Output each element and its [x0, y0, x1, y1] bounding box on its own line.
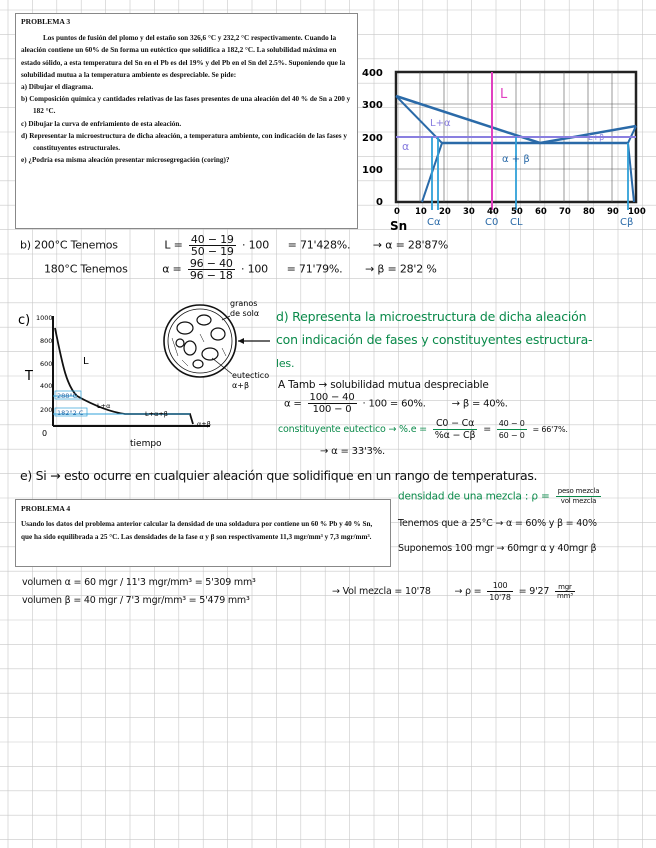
part-b-label: b) 200°C Tenemos	[20, 238, 118, 252]
fraction	[433, 418, 478, 441]
problem-3-item: c) Dibujar la curva de enfriamiento de esta aleación.	[21, 119, 182, 128]
arrow: →	[365, 262, 375, 276]
part-b-row-1	[20, 234, 448, 257]
label-cl: CL	[510, 217, 523, 228]
x-tick: 30	[463, 207, 475, 217]
multiplier: · 100	[240, 262, 268, 276]
numerator: 100	[487, 580, 513, 592]
phase-diagram	[360, 60, 656, 235]
axis-t-label: T	[25, 369, 33, 384]
fraction	[497, 418, 527, 441]
region-l-beta: L+β	[588, 133, 605, 142]
region-liquid: L	[500, 87, 508, 102]
c-y-tick: 800	[40, 337, 53, 345]
numerator: peso mezcla	[557, 487, 600, 495]
region-alpha-beta: α + β	[502, 154, 530, 165]
x-tick: 0	[394, 207, 400, 217]
problem-3-item: e) ¿Podría esa misma aleación presentar microsegregación (coring)?	[21, 156, 230, 165]
part-d-eutectic-row	[278, 418, 568, 441]
arrow: →	[372, 238, 382, 252]
x-tick: 60	[535, 207, 547, 217]
mark-t2: 182°2 C	[57, 409, 84, 417]
c-y-tick: 1000	[36, 314, 53, 322]
fraction	[487, 580, 513, 603]
volume-beta: volumen β = 40 mgr / 7'3 mgr/mm³ = 5'479 mm³	[22, 595, 250, 606]
denominator: 100 − 0	[312, 404, 352, 415]
numerator: 96 − 40	[189, 257, 233, 270]
c-y-tick: 600	[40, 360, 53, 368]
result: = 71'428%.	[287, 238, 351, 252]
part-b-lhs: α =	[162, 262, 182, 276]
problem-4-statement: Usando los datos del problema anterior calcular la densidad de una soldadura por contiene un 60 % Pb y 40 % Sn, que ha sido equilibrada a 25 °C. Las densidades de la fase α y β son respectivamente 11,3 mgr/mm³ y 7,3 mgr/mm³.	[21, 519, 373, 541]
density-suponemos: Suponemos 100 mgr → 60mgr α y 40mgr β	[398, 543, 597, 554]
denominator: 96 − 18	[189, 269, 233, 282]
fraction	[188, 258, 235, 281]
rho-lhs: → ρ =	[454, 586, 482, 597]
density-lhs: densidad de una mezcla : ρ =	[398, 490, 550, 503]
part-d-alpha-eut: → α = 33'3%.	[320, 446, 386, 457]
part-e: e) Si → esto ocurre en cualquier aleación que solidifique en un rango de temperaturas.	[20, 468, 538, 483]
part-d-heading-3: les.	[276, 357, 295, 370]
region-l-alpha: L+α	[430, 118, 451, 129]
region-alpha: α	[402, 140, 410, 153]
y-tick: 200	[362, 133, 383, 144]
problem-3-statement: Los puntos de fusión del plomo y del estaño son 326,6 °C y 232,2 °C respectivamente. Cuando la aleación contiene un 60% de Sn forma un eutéctico que solidifica a 182,2 °C. La solubilidad máxima en estado sólido, a esta temperatura del Sn en el Pb es del 19% y del Pb en el Sn del 2.5%. Suponiendo que la solubilidad mutua a la temperatura ambiente es despreciable. Se pide:	[21, 34, 346, 79]
micro-label-granos: granos	[230, 299, 258, 308]
volume-mix: → Vol mezcla = 10'78	[332, 586, 431, 597]
phase-l: L	[83, 356, 89, 367]
phase-l-alpha: L+α	[97, 402, 111, 410]
part-c-label: c)	[18, 313, 31, 328]
micro-label-de-sol: de solα	[230, 309, 260, 318]
numerator: 40 − 19	[190, 233, 234, 246]
problem-3-title: PROBLEMA 3	[21, 17, 71, 26]
problem-3-item: d) Representar la microestructura de dicha aleación, a temperatura ambiente, con indicación de las fases y constituyentes estructurales.	[21, 131, 347, 153]
x-tick: 40	[487, 207, 499, 217]
result: = 66'7%.	[532, 425, 568, 434]
problem-3-box	[15, 13, 358, 229]
part-b-lhs: L =	[164, 238, 183, 252]
problem-3-item: b) Composición química y cantidades relativas de las fases presentes de una aleación del 40 % de Sn a 200 y 182 °C.	[21, 95, 351, 116]
x-tick: 70	[559, 207, 571, 217]
micro-label-ab: α+β	[232, 381, 250, 390]
part-d-heading-1: d) Representa la microestructura de dicha aleación	[276, 309, 587, 324]
y-tick: 300	[362, 100, 383, 111]
denominator: mm³	[557, 592, 573, 600]
x-tick: 50	[511, 207, 523, 217]
label-c-beta: Cβ	[620, 217, 634, 228]
density-tenemos: Tenemos que a 25°C → α = 60% y β = 40%	[398, 518, 597, 529]
part-b-row-2	[44, 258, 437, 281]
phase-alpha-beta: α+β	[197, 420, 211, 428]
numerator: mgr	[555, 583, 575, 592]
eutectic-lhs: constituyente eutectico → %.e =	[278, 424, 427, 435]
volume-alpha: volumen α = 60 mgr / 11'3 mgr/mm³ = 5'309 mm³	[22, 577, 256, 588]
multiplier: · 100	[242, 238, 270, 252]
rho-result: = 9'27	[518, 586, 550, 597]
fraction	[556, 487, 602, 506]
part-b-label: 180°C Tenemos	[44, 262, 128, 276]
denominator: 60 − 0	[498, 431, 525, 440]
other-phase: α = 28'87%	[385, 238, 449, 252]
problem-4-box	[15, 499, 391, 567]
x-tick: 10	[415, 207, 427, 217]
density-formula	[398, 487, 604, 506]
x-end-label: Sn	[390, 219, 408, 233]
part-d-alpha-row	[284, 392, 508, 415]
unit-fraction	[555, 583, 575, 600]
x-tick: 90	[607, 207, 619, 217]
c-y-tick: 200	[40, 406, 53, 414]
problem-3-item: a) Dibujar el diagrama.	[21, 83, 94, 92]
part-d-heading-2: con indicación de fases y constituyentes estructura-	[276, 332, 593, 347]
numerator: 100 − 40	[309, 392, 355, 403]
problem-4-title: PROBLEMA 4	[21, 504, 71, 513]
x-tick: 100	[628, 207, 646, 217]
denominator: 10'78	[489, 593, 511, 602]
microstructure	[160, 296, 280, 391]
mark-t1: 288°C	[57, 392, 78, 400]
arrow: →	[451, 398, 460, 410]
numerator: 40 − 0	[498, 419, 525, 428]
phase-l-alpha-beta: L+α+β	[145, 410, 168, 418]
denominator: %α − Cβ	[434, 430, 476, 441]
c-y-tick: 0	[42, 429, 48, 438]
part-d-line-a: A Tamb → solubilidad mutua despreciable	[278, 379, 489, 391]
c-y-tick: 400	[40, 382, 53, 390]
y-tick: 100	[362, 165, 383, 176]
other-phase: β = 28'2 %	[377, 262, 437, 276]
equals: =	[483, 424, 491, 435]
micro-label-eutectico: eutectico	[232, 371, 270, 380]
label-c0: C0	[485, 217, 499, 228]
volume-mix-row	[332, 580, 578, 603]
fraction	[189, 234, 236, 257]
result: = 71'79%.	[286, 262, 343, 276]
fraction	[308, 392, 357, 415]
denominator: vol mezcla	[560, 497, 597, 505]
alpha-lhs: α =	[284, 398, 302, 410]
numerator: C0 − Cα	[433, 418, 478, 430]
y-tick: 0	[376, 197, 383, 208]
x-tick: 20	[439, 207, 451, 217]
x-tick: 80	[583, 207, 595, 217]
time-label: tiempo	[130, 439, 162, 449]
alpha-rest: · 100 = 60%.	[362, 398, 426, 410]
denominator: 50 − 19	[190, 245, 234, 258]
beta-value: β = 40%.	[462, 398, 508, 410]
y-tick: 400	[362, 68, 383, 79]
label-c-alpha: Cα	[427, 217, 441, 228]
